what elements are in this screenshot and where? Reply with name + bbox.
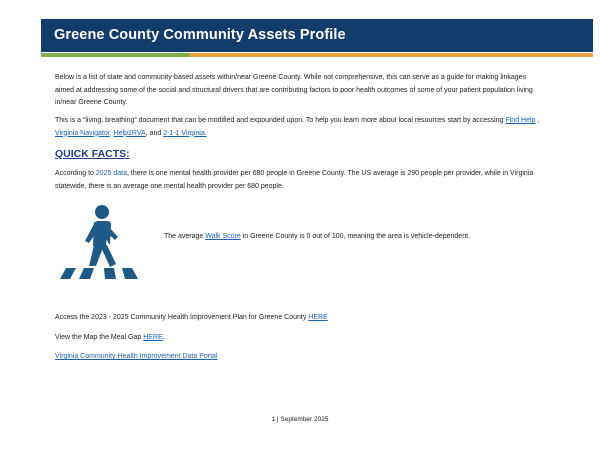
virginia-navigator-link[interactable]: Virginia Navigator	[55, 129, 110, 137]
page-title: Greene County Community Assets Profile	[54, 27, 346, 43]
data-portal-line	[55, 351, 545, 364]
meal-gap-here-link[interactable]: HERE	[143, 334, 163, 341]
find-help-link[interactable]: Find Help	[505, 117, 536, 124]
walk-score-text: in Greene County is 0 out of 100, meaning the area is vehicle-dependent.	[240, 233, 470, 240]
living-document-text: This is a “living, breathing” document that can be modified and expounded upon. To help you learn more about local resources start by accessing	[55, 117, 506, 124]
help1rva-link[interactable]: Help1RVA	[113, 129, 146, 137]
separator-text: ,	[535, 117, 540, 124]
virginia-211-link[interactable]: 2-1-1 Virginia.	[163, 129, 207, 137]
mental-health-prefix: According to	[55, 170, 96, 177]
mental-health-fact	[55, 168, 545, 193]
intro-text: Below is a list of state and community-based assets within/near Greene County. While not comprehensive, this can serve as a guide for making linkages aimed at addressing some of the social and structural drivers that are contributing factors to poor health outcomes of some of your patient population living in/near Greene County.	[55, 74, 533, 106]
mental-health-text: , there is one mental health provider per 680 people in Greene County. The US average is 290 people per provider, while in Virginia statewide, there is an average one mental health provider per 680 people.	[55, 170, 534, 190]
accent-rule-orange	[190, 53, 593, 57]
intro-paragraph	[55, 72, 545, 110]
chip-text: Access the 2023 - 2025 Community Health Improvement Plan for Greene County	[55, 314, 309, 321]
page-footer: 1 | September 2025	[271, 416, 329, 423]
data-2025-link[interactable]: 2025 data	[95, 170, 128, 177]
walk-score-prefix: The average	[164, 233, 206, 240]
data-portal-link[interactable]: Virginia Community Health Improvement Data Portal	[55, 353, 218, 360]
walk-score-fact	[164, 231, 564, 244]
chip-line	[55, 312, 545, 325]
separator-text: ,	[109, 129, 114, 137]
quick-facts-heading: QUICK FACTS:	[55, 148, 130, 160]
separator-text: , and	[145, 129, 164, 137]
living-document-paragraph	[55, 115, 545, 140]
walk-score-link[interactable]: Walk Score	[205, 233, 241, 240]
meal-gap-suffix: .	[162, 334, 165, 341]
chip-here-link[interactable]: HERE	[308, 314, 328, 321]
accent-rule-green	[41, 53, 190, 57]
meal-gap-text: View the Map the Meal Gap	[55, 334, 144, 341]
pedestrian-crosswalk-icon	[60, 204, 140, 282]
header-banner	[41, 19, 593, 52]
meal-gap-line	[55, 332, 545, 345]
